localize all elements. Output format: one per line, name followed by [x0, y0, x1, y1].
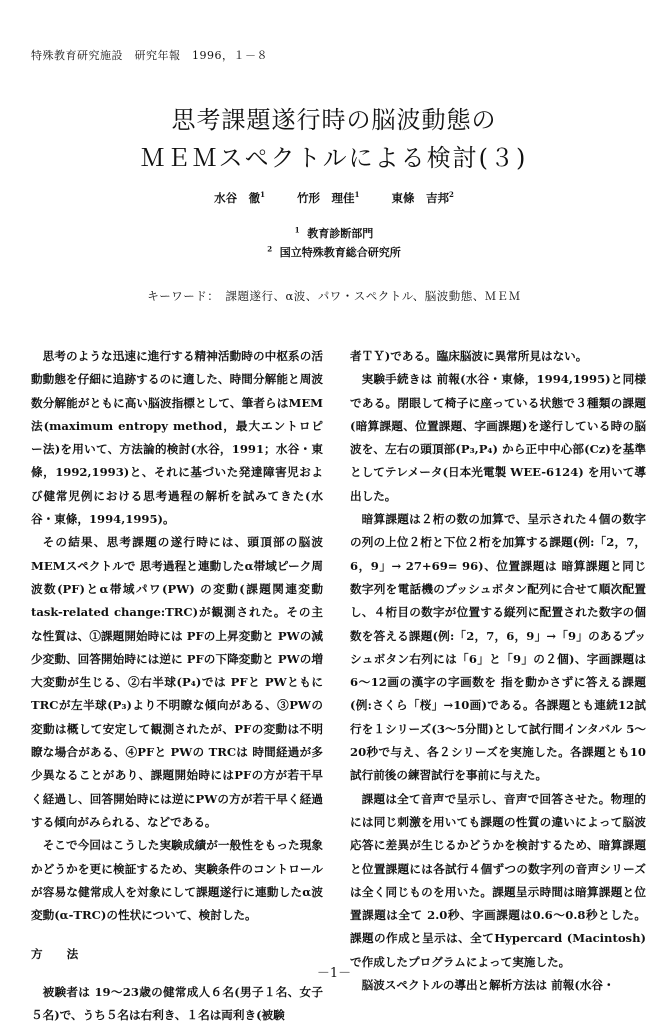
author-name: 竹形 理佳 — [297, 191, 355, 205]
author-name: 東條 吉邦 — [391, 191, 449, 205]
author-name: 水谷 徹 — [214, 191, 261, 205]
affiliation-name: 教育診断部門 — [307, 227, 374, 240]
paragraph: 暗算課題は２桁の数の加算で、呈示された４個の数字の列の上位２桁と下位２桁を加算する課題(例:「2，7，6，9」→ 27+69= 96)、位置課題は 暗算課題と同じ数字列を電話機のプッシュボタン配列に合せて順次配置し、４桁目の数字が位置する縦列に配置された数字の個数を答える課題(例:「2，7，6，9」→「9」のあるプッシュボタン右列には「6」と「9」の２個)、字画課題は6～12画の漢字の字画数を 指を動かさずに答える課題 (例:さくら「桜」→10画)である。各課題とも連続12試行を１シリーズ(3～5分間)として試行間インタバル 5～20秒で与え、各２シリーズを実施した。各課題とも10試行前後の練習試行を事前に与えた。 — [350, 512, 646, 783]
right-column — [350, 345, 646, 997]
paper-title-line-2: ＭＥＭスペクトルによる検討(３) — [140, 144, 528, 172]
journal-header: 特殊教育研究施設 研究年報 1996，１－８ — [31, 49, 268, 62]
paragraph: 思考のような迅速に進行する精神活動時の中枢系の活動動態を仔細に追跡するのに適した、時間分解能と周波数分解能がともに高い脳波指標として、筆者らはMEM法(maximum entropy method，最大エントロピー法)を用いて、方法論的検討(水谷，1991；水谷・東條，1992,1993)と、それに基づいた発達障害児および健常児例における思考過程の解析を試みてきた(水谷・東條，1994,1995)。 — [31, 349, 323, 527]
author-affiliation-mark: 1 — [260, 190, 266, 200]
affiliation — [0, 244, 668, 260]
affiliation-mark: 1 — [294, 225, 300, 235]
section-heading-methods: 方法 — [31, 947, 103, 962]
affiliation-mark: 2 — [267, 244, 273, 254]
paragraph: 者ＴＹ)である。臨床脳波に異常所見はない。 — [350, 349, 588, 363]
author — [391, 191, 453, 205]
paper-title-line-1: 思考課題遂行時の脳波動態の — [171, 106, 497, 134]
affiliation — [0, 225, 668, 241]
author — [297, 191, 359, 205]
paragraph: 課題は全て音声で呈示し、音声で回答させた。物理的には同じ刺激を用いても課題の性質の違いによって脳波応答に差異が生じるかどうかを検討するため、暗算課題と位置課題には各試行４個ずつの数字列の音声シリーズは全く同じものを用いた。課題呈示時間は暗算課題と位置課題は全て 2.0秒、字画課題は0.6～0.8秒とした。課題の作成と呈示は、全てHypercard (Macintosh) で作成したプログラムによって実施した。 — [350, 791, 646, 969]
affiliation-name: 国立特殊教育総合研究所 — [279, 246, 401, 259]
author-list — [0, 190, 668, 206]
paragraph: 実験手続きは 前報(水谷・東條，1994,1995)と同様である。閉眼して椅子に座っている状態で３種類の課題(暗算課題、位置課題、字画課題)を遂行している時の脳波を、左右の頭頂部(P₃,P₄) から正中中心部(Cz)を基準としてテレメータ(日本光電製 WEE-6124) を用いて導出した。 — [350, 372, 646, 503]
author-affiliation-mark: 2 — [448, 190, 454, 200]
keywords: キーワード： 課題遂行、α波、パワ・スペクトル、脳波動態、ＭＥＭ — [147, 289, 521, 303]
paragraph: 被験者は 19～23歳の健常成人６名(男子１名、女子５名)で、うち５名は右利き、１名は両利き(被験 — [31, 984, 323, 1023]
paragraph: その結果、思考課題の遂行時には、頭頂部の脳波MEMスペクトルで 思考過程と連動したα帯域ピーク周波数(PF)とα帯域パワ(PW) の変動(課題関連変動task-related change:TRC)が観測された。その主な性質は、①課題開始時には PFの上昇変動と PWの減少変動、回答開始時には逆に PFの下降変動と PWの増大変動が生じる、②右半球(P₄)では PFと PWともに TRCが左半球(P₃)より不明瞭な傾向がある、③PWの変動は概して安定して観測されたが、PFの変動は不明瞭な場合がある、④PFと PWの TRCは 時間経過が多少異なることがあり、課題開始時にはPFの方が若干早く経過し、回答開始時には逆にPWの方が若干早く経過する傾向がみられる、などである。 — [31, 535, 323, 829]
paragraph: そこで今回はこうした実験成績が一般性をもった現象かどうかを更に検証するため、実験条件のコントロールが容易な健常成人を対象にして課題遂行に連動したα波変動(α-TRC)の性状について、検討した。 — [31, 838, 323, 923]
left-column — [31, 345, 323, 1027]
author — [214, 191, 265, 205]
author-affiliation-mark: 1 — [354, 190, 360, 200]
page-number: －1－ — [316, 966, 352, 981]
paragraph: 脳波スペクトルの導出と解析方法は 前報(水谷・ — [361, 978, 615, 993]
